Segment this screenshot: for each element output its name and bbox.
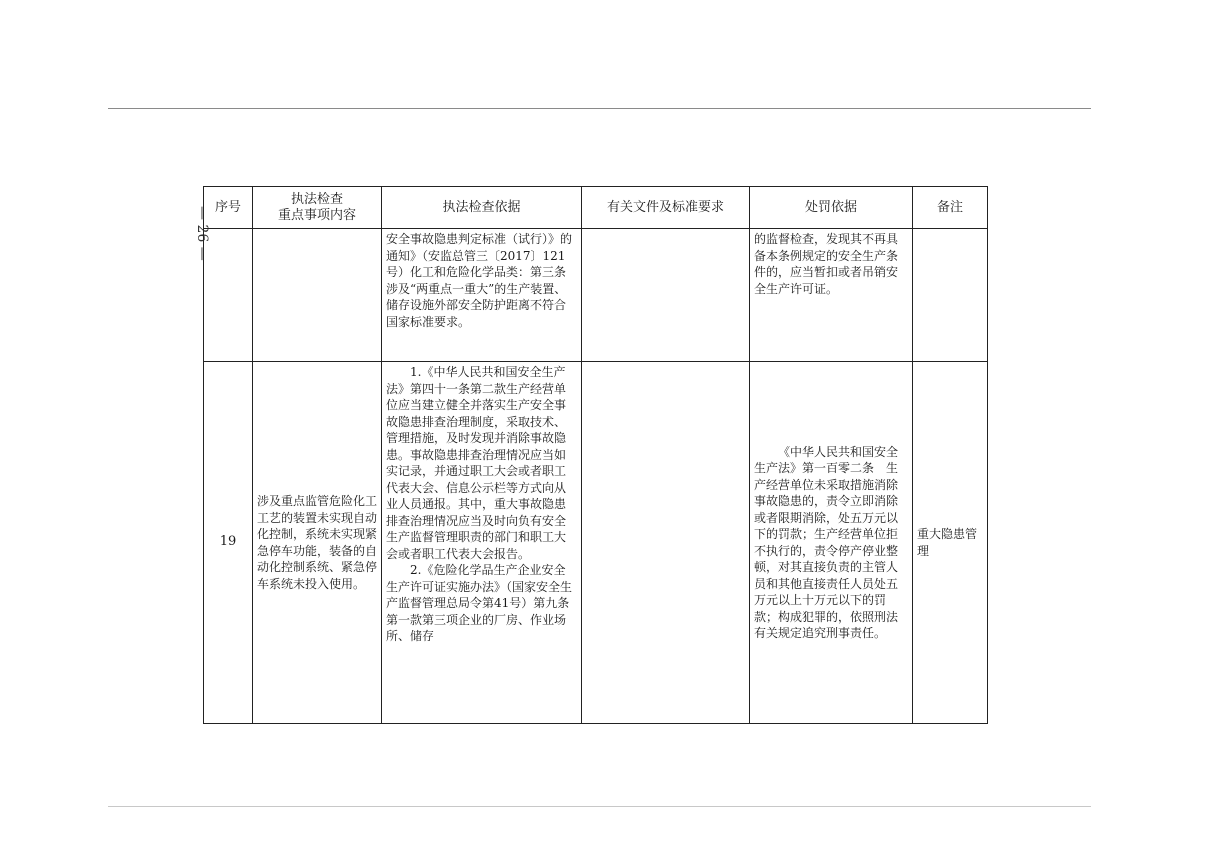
cell-standards bbox=[582, 229, 750, 362]
enforcement-table bbox=[203, 186, 988, 724]
cell-basis bbox=[382, 229, 582, 362]
header-basis: 执法检查依据 bbox=[382, 187, 582, 229]
penalty-text: 《中华人民共和国安全生产法》第一百零二条 生产经营单位未采取措施消除事故隐患的，责令立即消除或者限期消除，处五万元以下的罚款；生产经营单位拒不执行的，责令停产停业整顿，对其直接负责的主管人员和其他直接责任人员处五万元以上十万元以下的罚款；构成犯罪的，依照刑法有关规定追究刑事责任。 bbox=[754, 444, 899, 640]
header-content-line1: 执法检查 bbox=[290, 191, 343, 207]
page-bottom-edge bbox=[108, 806, 1091, 807]
basis-text-2: 2.《危险化学品生产企业安全生产许可证实施办法》（国家安全生产监督管理总局令第41号）第九条第一款第三项企业的厂房、作业场所、储存 bbox=[386, 563, 573, 643]
cell-seq bbox=[204, 229, 253, 362]
header-standards: 有关文件及标准要求 bbox=[582, 187, 750, 229]
header-remark: 备注 bbox=[913, 187, 988, 229]
header-content-line2: 重点事项内容 bbox=[277, 207, 356, 223]
basis-text: 安全事故隐患判定标准（试行）》的通知》（安监总管三〔2017〕121号）化工和危险化学品类：第三条 涉及“两重点一重大”的生产装置、储存设施外部安全防护距离不符合国家标准要求。 bbox=[386, 232, 579, 329]
cell-content bbox=[253, 229, 382, 362]
table-header-row bbox=[204, 187, 988, 229]
header-seq: 序号 bbox=[204, 187, 253, 229]
cell-content: 涉及重点监管危险化工工艺的装置未实现自动化控制，系统未实现紧急停车功能，装备的自动化控制系统、紧急停车系统未投入使用。 bbox=[253, 362, 382, 724]
page-number: — 26 — bbox=[194, 206, 210, 261]
cell-remark: 重大隐患管理 bbox=[913, 362, 988, 724]
cell-penalty bbox=[750, 362, 913, 724]
cell-standards bbox=[582, 362, 750, 724]
penalty-text: 的监督检查，发现其不再具备本条例规定的安全生产条件的，应当暂扣或者吊销安全生产许可证。 bbox=[754, 232, 899, 296]
cell-penalty bbox=[750, 229, 913, 362]
table-row bbox=[204, 362, 988, 724]
basis-text-1: 1.《中华人民共和国安全生产法》第四十一条第二款生产经营单位应当建立健全并落实生产安全事故隐患排查治理制度，采取技术、管理措施，及时发现并消除事故隐患。事故隐患排查治理情况应当如实记录，并通过职工大会或者职工代表大会、信息公示栏等方式向从业人员通报。其中，重大事故隐患排查治理情况应当及时向负有安全生产监督管理职责的部门和职工大会或者职工代表大会报告。 bbox=[386, 365, 567, 561]
table-row bbox=[204, 229, 988, 362]
cell-basis bbox=[382, 362, 582, 724]
cell-seq: 19 bbox=[204, 362, 253, 724]
header-content bbox=[253, 187, 382, 229]
header-penalty: 处罚依据 bbox=[750, 187, 913, 229]
cell-remark bbox=[913, 229, 988, 362]
